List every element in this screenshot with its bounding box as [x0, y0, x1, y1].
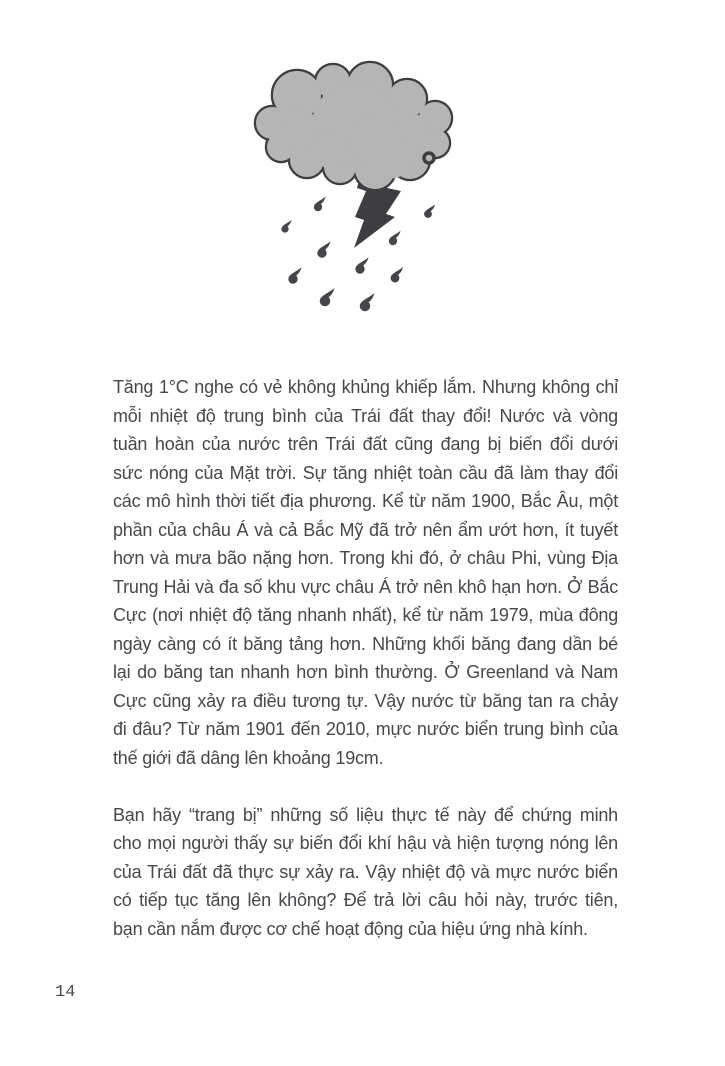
- text-line: Trung Hải và đa số khu vực châu Á trở nên khô hạn hơn. Ở Bắc: [113, 576, 618, 597]
- page-number: 14: [55, 983, 76, 1002]
- text-line: Cực cũng xảy ra điều tương tự. Vậy nước từ băng tan ra chảy: [113, 690, 618, 711]
- text-line: phần của châu Á và cả Bắc Mỹ đã trở nên ẩm ướt hơn, ít tuyết: [113, 519, 618, 540]
- text-line: các mô hình thời tiết địa phương. Kể từ năm 1900, Bắc Âu, một: [113, 491, 618, 511]
- body-text: [113, 373, 618, 943]
- text-line: lại do băng tan nhanh hơn bình thường. Ở Greenland và Nam: [113, 662, 618, 682]
- text-line: mỗi nhiệt độ trung bình của Trái đất thay đổi! Nước và vòng: [113, 405, 618, 426]
- text-line: Tăng 1°C nghe có vẻ không khủng khiếp lắm. Nhưng không chỉ: [113, 377, 618, 397]
- text-line: tuần hoàn của nước trên Trái đất cũng đang bị biến đổi dưới: [113, 434, 618, 454]
- text-line: sức nóng của Mặt trời. Sự tăng nhiệt toàn cầu đã làm thay đổi: [113, 462, 618, 483]
- text-line: Bạn hãy “trang bị” những số liệu thực tế này để chứng minh: [113, 804, 618, 825]
- text-line: hơn và mưa bão nặng hơn. Trong khi đó, ở châu Phi, vùng Địa: [113, 548, 618, 568]
- text-line: của Trái đất đã thực sự xảy ra. Vậy nhiệt độ và mực nước biển: [113, 861, 618, 882]
- text-line: cho mọi người thấy sự biến đổi khí hậu và hiện tượng nóng lên: [113, 833, 618, 853]
- cloud-curl-detail: [424, 153, 434, 163]
- text-line: Cực (nơi nhiệt độ tăng nhanh nhất), kể từ năm 1979, mùa đông: [113, 605, 618, 625]
- text-line: ngày càng có ít băng tảng hơn. Những khối băng đang dần bé: [113, 633, 618, 654]
- text-line: thế giới đã dâng lên khoảng 19cm.: [113, 747, 384, 768]
- text-line: bạn cần nắm được cơ chế hoạt động của hiệu ứng nhà kính.: [113, 918, 588, 939]
- text-line: có tiếp tục tăng lên không? Để trả lời câu hỏi này, trước tiên,: [113, 890, 618, 910]
- paragraph-2: [113, 801, 618, 944]
- paragraph-1: [113, 373, 618, 772]
- cloud-body: [256, 63, 451, 189]
- storm-cloud-rain-lightning-icon: [245, 55, 475, 355]
- text-line: đi đâu? Từ năm 1901 đến 2010, mực nước biển trung bình của: [113, 719, 618, 739]
